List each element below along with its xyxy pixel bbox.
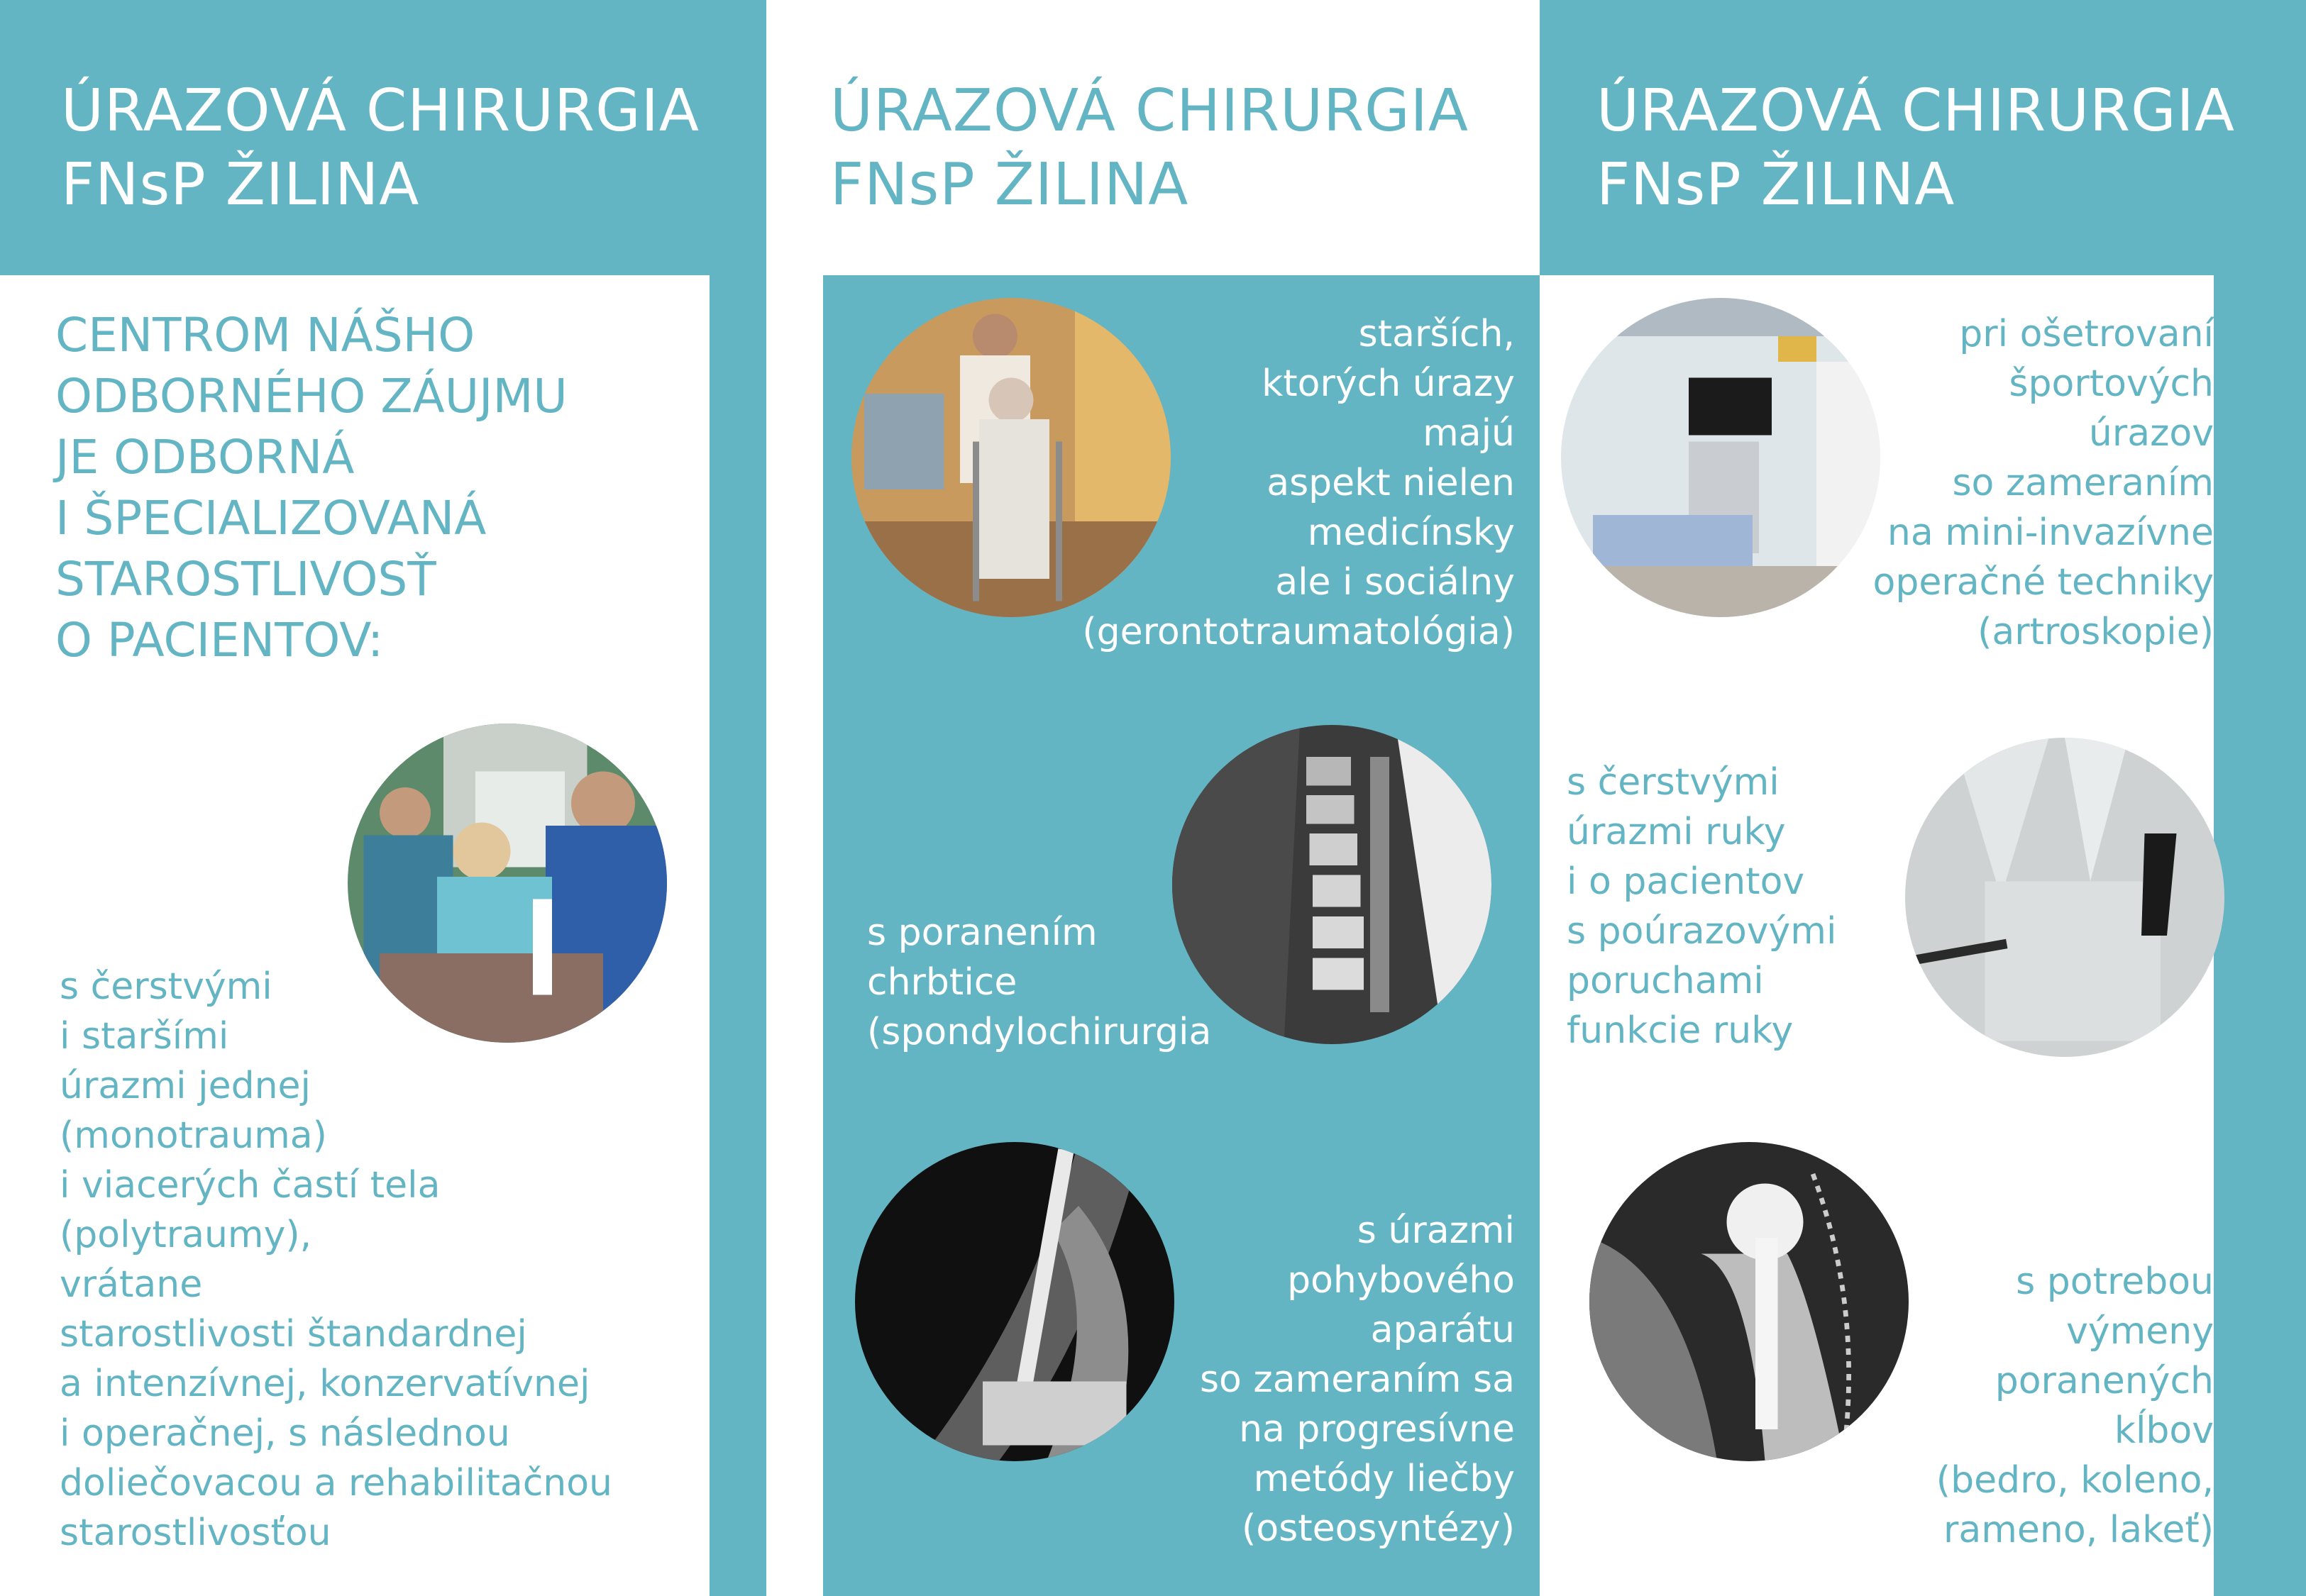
panel3-item1-text: pri ošetrovaní športových úrazov so zameraním na mini-invazívne operačné techniky (artroskopie) xyxy=(1872,313,2214,653)
shoulder-prosthesis-xray-photo xyxy=(1589,1142,1909,1461)
panel1-heading: CENTROM NÁŠHO ODBORNÉHO ZÁUJMU JE ODBORNÁ I ŠPECIALIZOVANÁ STAROSTLIVOSŤ O PACIENTOV: xyxy=(55,308,568,667)
panel3-item2-text: s čerstvými úrazmi ruky i o pacientov s poúrazovými poruchami funkcie ruky xyxy=(1567,761,1837,1052)
hand-xray-photo xyxy=(1905,738,2224,1057)
bone-plate-xray-photo xyxy=(855,1142,1174,1461)
spine-ct-scan-photo xyxy=(1172,725,1491,1044)
panel3-item3-text: s potrebou výmeny poranených kĺbov (bedro, koleno, rameno, lakeť) xyxy=(1936,1260,2214,1551)
panel2-item1-text: starších, ktorých úrazy majú aspekt nielen medicínsky ale i sociálny (gerontotraumatológia) xyxy=(1082,313,1515,653)
panel2-item3-text: s úrazmi pohybového aparátu so zameraním sa na progresívne metódy liečby (osteosyntézy) xyxy=(1199,1209,1515,1550)
panel3-right-strip xyxy=(2214,0,2306,1596)
panel1-text: s čerstvými i staršími úrazmi jednej (monotrauma) i viacerých častí tela (polytraumy), vrátane starostlivosti štandardnej a intenzívnej, konzervatívnej i operačnej, s následnou doliečovacou a rehabilitačnou starostlivosťou xyxy=(60,965,613,1554)
panel2-item2-text: s poranením chrbtice (spondylochirurgia xyxy=(867,911,1212,1053)
panel1-right-strip xyxy=(710,0,766,1596)
panel2-title: ÚRAZOVÁ CHIRURGIA FNsP ŽILINA xyxy=(830,77,1469,218)
operating-room-photo xyxy=(1561,298,1880,617)
panel1-title: ÚRAZOVÁ CHIRURGIA FNsP ŽILINA xyxy=(61,77,700,218)
panel3-title: ÚRAZOVÁ CHIRURGIA FNsP ŽILINA xyxy=(1596,77,2235,218)
